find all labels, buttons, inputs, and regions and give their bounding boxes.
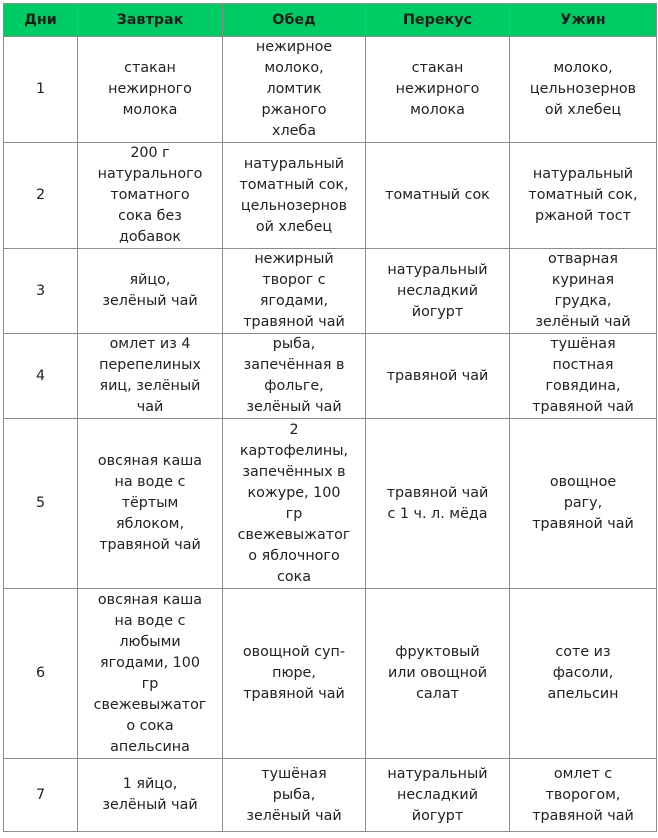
lunch-line: травяной чай bbox=[243, 686, 345, 702]
breakfast-line: гр bbox=[141, 675, 159, 692]
breakfast-line: тёртым bbox=[121, 495, 179, 511]
lunch-line: о яблочного bbox=[248, 547, 340, 564]
breakfast-line: свежевыжатог bbox=[93, 696, 207, 713]
lunch-line: ой хлебец bbox=[255, 218, 333, 235]
snack-line: нежирного bbox=[395, 81, 480, 97]
lunch-line: рыба, bbox=[272, 336, 316, 352]
table-row bbox=[4, 143, 657, 249]
dinner-line: зелёный чай bbox=[535, 314, 631, 330]
day-cell: 7 bbox=[4, 759, 78, 832]
lunch-line: рыба, bbox=[272, 786, 316, 803]
breakfast-cell bbox=[78, 249, 223, 334]
lunch-line: травяной чай bbox=[243, 314, 345, 330]
lunch-line: картофелины, bbox=[239, 442, 349, 459]
dinner-line: апельсин bbox=[547, 686, 619, 702]
dinner-cell bbox=[510, 589, 657, 759]
lunch-line: творог с bbox=[262, 272, 326, 288]
breakfast-line: апельсина bbox=[110, 738, 190, 755]
breakfast-line: зелёный чай bbox=[102, 797, 198, 813]
breakfast-line: о сока bbox=[126, 717, 174, 734]
lunch-line: ягодами, bbox=[259, 293, 329, 309]
snack-line: несладкий bbox=[396, 282, 478, 299]
lunch-cell bbox=[223, 419, 366, 589]
table-row bbox=[4, 249, 657, 334]
snack-cell bbox=[366, 334, 510, 419]
snack-line: томатный сок bbox=[385, 187, 490, 203]
snack-line: с 1 ч. л. мёда bbox=[387, 505, 488, 522]
breakfast-line: стакан bbox=[124, 60, 176, 76]
dinner-line: фасоли, bbox=[552, 665, 614, 681]
snack-line: натуральный bbox=[387, 765, 488, 782]
breakfast-line: овсяная каша bbox=[97, 591, 203, 608]
breakfast-line: на воде с bbox=[114, 612, 186, 629]
lunch-line: запечённая в bbox=[243, 357, 345, 373]
lunch-line: хлеба bbox=[272, 123, 316, 139]
lunch-line: натуральный bbox=[243, 155, 345, 172]
breakfast-line: перепелиных bbox=[99, 357, 201, 373]
dinner-line: ржаной тост bbox=[535, 208, 631, 224]
lunch-line: ржаного bbox=[261, 102, 327, 118]
snack-line: натуральный bbox=[387, 261, 488, 278]
dinner-cell bbox=[510, 759, 657, 832]
snack-cell bbox=[366, 143, 510, 249]
snack-cell bbox=[366, 37, 510, 143]
lunch-line: нежирное bbox=[255, 39, 333, 55]
dinner-line: травяной чай bbox=[532, 399, 634, 415]
lunch-line: кожуре, 100 bbox=[247, 484, 341, 501]
lunch-line: фольге, bbox=[264, 378, 324, 394]
lunch-line: тушёная bbox=[261, 765, 327, 782]
lunch-cell bbox=[223, 37, 366, 143]
dinner-line: овощное bbox=[549, 474, 617, 490]
dinner-line: натуральный bbox=[532, 166, 634, 182]
lunch-line: пюре, bbox=[272, 665, 316, 681]
lunch-line: цельнозернов bbox=[240, 197, 348, 214]
snack-line: травяной чай bbox=[386, 484, 489, 501]
meal-plan-table bbox=[3, 3, 657, 832]
snack-line: салат bbox=[416, 686, 459, 702]
breakfast-line: омлет из 4 bbox=[109, 336, 191, 352]
header-dinner: Ужин bbox=[510, 4, 657, 37]
dinner-cell bbox=[510, 143, 657, 249]
dinner-line: творогом, bbox=[545, 786, 621, 803]
dinner-line: томатный сок, bbox=[528, 187, 638, 203]
header-snack: Перекус bbox=[366, 4, 510, 37]
lunch-cell bbox=[223, 143, 366, 249]
lunch-line: ломтик bbox=[266, 81, 322, 97]
day-cell: 3 bbox=[4, 249, 78, 334]
lunch-line: свежевыжатог bbox=[237, 526, 351, 543]
header-row bbox=[4, 4, 657, 37]
header-breakfast: Завтрак bbox=[78, 4, 223, 37]
snack-line: молока bbox=[410, 102, 465, 118]
breakfast-line: 1 яйцо, bbox=[122, 776, 178, 792]
dinner-line: отварная bbox=[547, 251, 619, 267]
breakfast-line: ягодами, 100 bbox=[100, 654, 200, 671]
lunch-line: нежирный bbox=[254, 251, 334, 267]
table-row bbox=[4, 37, 657, 143]
breakfast-cell bbox=[78, 334, 223, 419]
lunch-cell bbox=[223, 589, 366, 759]
lunch-line: томатный сок, bbox=[239, 176, 349, 193]
day-cell: 2 bbox=[4, 143, 78, 249]
header-lunch: Обед bbox=[223, 4, 366, 37]
dinner-line: ой хлебец bbox=[544, 102, 622, 118]
breakfast-line: овсяная каша bbox=[97, 453, 203, 469]
breakfast-cell bbox=[78, 143, 223, 249]
dinner-line: омлет с bbox=[553, 765, 613, 782]
lunch-line: зелёный чай bbox=[246, 807, 342, 824]
lunch-cell bbox=[223, 759, 366, 832]
table-row bbox=[4, 589, 657, 759]
dinner-cell bbox=[510, 334, 657, 419]
breakfast-line: натурального bbox=[97, 166, 203, 182]
breakfast-line: молока bbox=[122, 102, 178, 118]
breakfast-line: яблоком, bbox=[115, 516, 184, 532]
dinner-line: куриная bbox=[551, 272, 615, 288]
breakfast-line: зелёный чай bbox=[102, 293, 198, 309]
snack-cell bbox=[366, 759, 510, 832]
lunch-line: сока bbox=[276, 568, 311, 585]
header-day: Дни bbox=[4, 4, 78, 37]
dinner-cell bbox=[510, 419, 657, 589]
lunch-cell bbox=[223, 334, 366, 419]
dinner-line: тушёная bbox=[550, 336, 616, 352]
lunch-line: гр bbox=[285, 505, 303, 522]
breakfast-line: сока без bbox=[118, 208, 182, 224]
dinner-line: грудка, bbox=[554, 293, 612, 309]
table-row bbox=[4, 334, 657, 419]
breakfast-line: 200 г bbox=[130, 145, 170, 161]
snack-line: или овощной bbox=[387, 665, 488, 681]
breakfast-line: томатного bbox=[110, 187, 190, 203]
breakfast-cell bbox=[78, 759, 223, 832]
dinner-line: цельнозернов bbox=[529, 81, 637, 97]
dinner-line: постная bbox=[552, 357, 614, 373]
lunch-line: молоко, bbox=[264, 60, 324, 76]
snack-line: фруктовый bbox=[395, 644, 480, 660]
snack-line: стакан bbox=[411, 60, 464, 76]
breakfast-line: добавок bbox=[118, 229, 182, 245]
snack-line: йогурт bbox=[411, 807, 464, 824]
breakfast-line: любыми bbox=[119, 633, 181, 650]
dinner-line: говядина, bbox=[545, 378, 621, 394]
breakfast-line: травяной чай bbox=[99, 537, 201, 553]
dinner-line: травяной чай bbox=[532, 807, 634, 824]
breakfast-line: нежирного bbox=[108, 81, 192, 97]
breakfast-cell bbox=[78, 589, 223, 759]
dinner-cell bbox=[510, 249, 657, 334]
lunch-cell bbox=[223, 249, 366, 334]
snack-line: травяной чай bbox=[386, 367, 489, 384]
snack-line: несладкий bbox=[396, 786, 478, 803]
lunch-line: запечённых в bbox=[242, 463, 346, 480]
snack-cell bbox=[366, 589, 510, 759]
dinner-line: соте из bbox=[555, 644, 611, 660]
breakfast-line: на воде с bbox=[114, 474, 186, 490]
day-cell: 5 bbox=[4, 419, 78, 589]
day-cell: 1 bbox=[4, 37, 78, 143]
snack-line: йогурт bbox=[411, 303, 464, 320]
dinner-line: молоко, bbox=[553, 60, 613, 76]
snack-cell bbox=[366, 419, 510, 589]
day-cell: 4 bbox=[4, 334, 78, 419]
breakfast-line: чай bbox=[136, 399, 164, 415]
snack-cell bbox=[366, 249, 510, 334]
dinner-line: травяной чай bbox=[532, 516, 634, 532]
breakfast-line: яиц, зелёный bbox=[99, 378, 201, 394]
breakfast-cell bbox=[78, 37, 223, 143]
lunch-line: овощной суп- bbox=[242, 644, 346, 660]
table-row bbox=[4, 759, 657, 832]
table-row bbox=[4, 419, 657, 589]
breakfast-cell bbox=[78, 419, 223, 589]
dinner-cell bbox=[510, 37, 657, 143]
lunch-line: 2 bbox=[289, 421, 299, 438]
dinner-line: рагу, bbox=[563, 495, 603, 511]
day-cell: 6 bbox=[4, 589, 78, 759]
lunch-line: зелёный чай bbox=[246, 399, 342, 415]
breakfast-line: яйцо, bbox=[129, 272, 171, 288]
